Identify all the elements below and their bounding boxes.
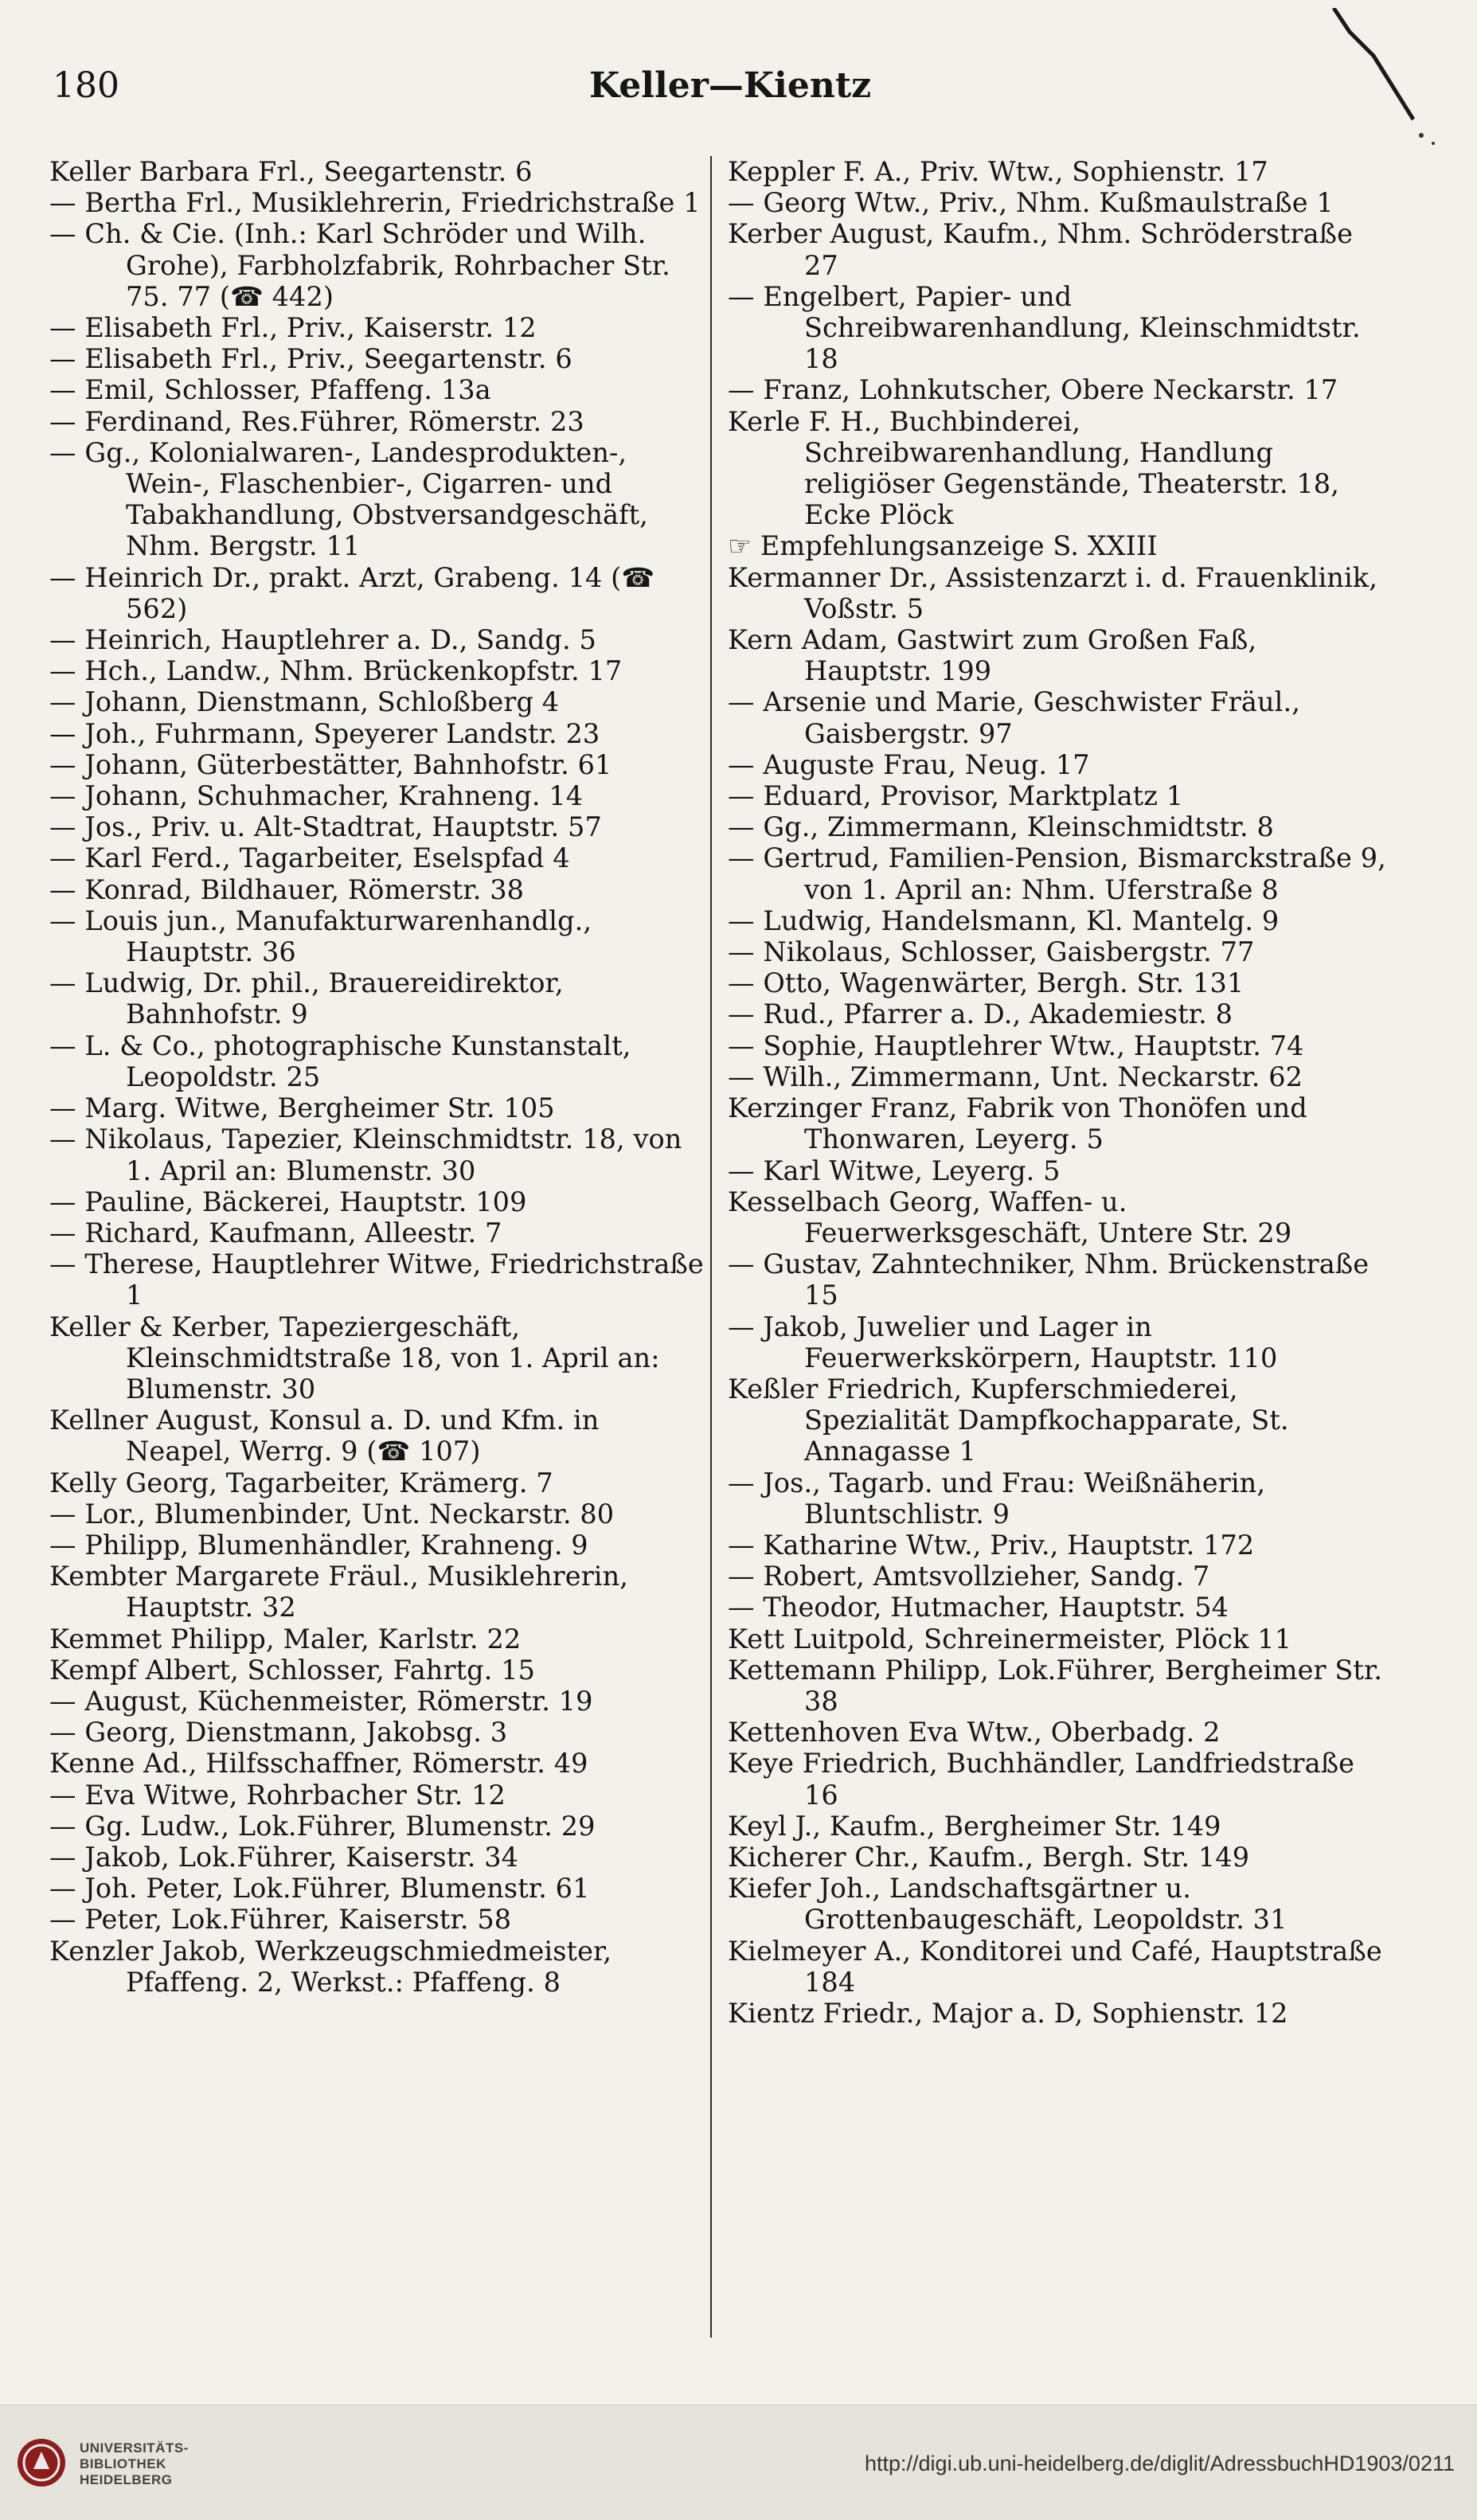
directory-entry: — Karl Ferd., Tagarbeiter, Eselspfad 4 <box>49 842 570 874</box>
directory-entry: — Theodor, Hutmacher, Hauptstr. 54 <box>728 1592 1229 1623</box>
directory-entry: Kerle F. H., Buchbinderei, Schreibwarenhandlung, Handlung religiöser Gegenstände, Theaterstr. 18, Ecke Plöck <box>728 405 1339 531</box>
directory-entry: — Georg Wtw., Priv., Nhm. Kußmaulstraße 1 <box>728 187 1334 219</box>
directory-entry: — Jakob, Juwelier und Lager in Feuerwerkskörpern, Hauptstr. 110 <box>728 1311 1278 1373</box>
directory-entry: — Katharine Wtw., Priv., Hauptstr. 172 <box>728 1529 1255 1561</box>
directory-entry: — Ludwig, Handelsmann, Kl. Mantelg. 9 <box>728 904 1280 936</box>
directory-entry: Kett Luitpold, Schreinermeister, Plöck 11 <box>728 1623 1292 1655</box>
directory-entry: — Robert, Amtsvollzieher, Sandg. 7 <box>728 1561 1210 1592</box>
directory-entry: Kiefer Joh., Landschaftsgärtner u. Grottenbaugeschäft, Leopoldstr. 31 <box>728 1873 1287 1936</box>
directory-entry: Kemmet Philipp, Maler, Karlstr. 22 <box>49 1623 522 1655</box>
directory-entry: Kermanner Dr., Assistenzarzt i. d. Frauenklinik, Voßstr. 5 <box>728 561 1377 624</box>
directory-entry: — Auguste Frau, Neug. 17 <box>728 748 1090 780</box>
library-name-line: UNIVERSITÄTS- <box>80 2440 189 2456</box>
directory-entry: — Eva Witwe, Rohrbacher Str. 12 <box>49 1779 506 1811</box>
university-seal-icon <box>16 2437 67 2488</box>
directory-entry: — Joh., Fuhrmann, Speyerer Landstr. 23 <box>49 717 600 749</box>
directory-entry: Keyl J., Kaufm., Bergheimer Str. 149 <box>728 1810 1221 1842</box>
directory-entry: — Jos., Tagarb. und Frau: Weißnäherin, Bluntschlistr. 9 <box>728 1467 1266 1530</box>
directory-entry: — Otto, Wagenwärter, Bergh. Str. 131 <box>728 967 1245 999</box>
directory-entry: Kenne Ad., Hilfsschaffner, Römerstr. 49 <box>49 1748 588 1780</box>
directory-entry: — Wilh., Zimmermann, Unt. Neckarstr. 62 <box>728 1061 1303 1092</box>
directory-entry: Kielmeyer A., Konditorei und Café, Hauptstraße 184 <box>728 1935 1382 1998</box>
directory-entry: — Eduard, Provisor, Marktplatz 1 <box>728 780 1184 812</box>
page-number: 180 <box>53 65 119 106</box>
library-name-line: HEIDELBERG <box>80 2472 173 2487</box>
directory-entry: — L. & Co., photographische Kunstanstalt, Leopoldstr. 25 <box>49 1029 631 1092</box>
directory-entry: — Johann, Dienstmann, Schloßberg 4 <box>49 686 560 718</box>
directory-entry: — Heinrich, Hauptlehrer a. D., Sandg. 5 <box>49 624 596 656</box>
directory-entry: Kicherer Chr., Kaufm., Bergh. Str. 149 <box>728 1841 1250 1873</box>
directory-entry: — Engelbert, Papier- und Schreibwarenhandlung, Kleinschmidtstr. 18 <box>728 280 1361 375</box>
directory-entry: Kientz Friedr., Major a. D, Sophienstr. 12 <box>728 1997 1288 2029</box>
directory-entry: — Jakob, Lok.Führer, Kaiserstr. 34 <box>49 1841 519 1873</box>
directory-entry: — August, Küchenmeister, Römerstr. 19 <box>49 1685 593 1717</box>
directory-entry: Keller & Kerber, Tapeziergeschäft, Kleinschmidtstraße 18, von 1. April an: Blumenstr. 30 <box>49 1311 660 1405</box>
directory-entry: — Arsenie und Marie, Geschwister Fräul., Gaisbergstr. 97 <box>728 686 1300 749</box>
directory-entry: — Gg., Kolonialwaren-, Landesprodukten-, Wein-, Flaschenbier-, Cigarren- und Tabakhandlung, Obstversandgeschäft, Nhm. Bergstr. 11 <box>49 436 648 562</box>
directory-entry: — Franz, Lohnkutscher, Obere Neckarstr. 17 <box>728 374 1338 406</box>
left-column <box>49 156 710 1998</box>
directory-entry: Kettemann Philipp, Lok.Führer, Bergheimer Str. 38 <box>728 1654 1383 1717</box>
directory-entry: — Philipp, Blumenhändler, Krahneng. 9 <box>49 1529 588 1561</box>
directory-entry: — Ferdinand, Res.Führer, Römerstr. 23 <box>49 405 584 437</box>
directory-entry: Keppler F. A., Priv. Wtw., Sophienstr. 17 <box>728 156 1268 187</box>
directory-entry: — Karl Witwe, Leyerg. 5 <box>728 1155 1061 1186</box>
directory-entry: Kern Adam, Gastwirt zum Großen Faß, Hauptstr. 199 <box>728 624 1257 687</box>
column-divider <box>710 156 712 2338</box>
directory-entry: — Bertha Frl., Musiklehrerin, Friedrichstraße 1 <box>49 187 701 219</box>
directory-entry: Kembter Margarete Fräul., Musiklehrerin, Hauptstr. 32 <box>49 1561 629 1623</box>
directory-entry: — Pauline, Bäckerei, Hauptstr. 109 <box>49 1186 527 1217</box>
directory-entry: — Georg, Dienstmann, Jakobsg. 3 <box>49 1717 508 1748</box>
directory-entry: Kellner August, Konsul a. D. und Kfm. in Neapel, Werrg. 9 (☎ 107) <box>49 1405 600 1467</box>
page-corner-mark <box>1318 8 1445 151</box>
directory-entry: Keßler Friedrich, Kupferschmiederei, Spezialität Dampfkochapparate, St. Annagasse 1 <box>728 1373 1289 1467</box>
directory-entry: Keller Barbara Frl., Seegartenstr. 6 <box>49 156 533 187</box>
directory-entry: — Gustav, Zahntechniker, Nhm. Brückenstraße 15 <box>728 1248 1370 1311</box>
directory-entry: ☞ Empfehlungsanzeige S. XXIII <box>728 530 1158 562</box>
directory-entry: — Nikolaus, Schlosser, Gaisbergstr. 77 <box>728 936 1255 968</box>
directory-entry: — Richard, Kaufmann, Alleestr. 7 <box>49 1217 502 1248</box>
directory-entry: Kenzler Jakob, Werkzeugschmiedmeister, Pfaffeng. 2, Werkst.: Pfaffeng. 8 <box>49 1935 612 1998</box>
directory-entry: — Lor., Blumenbinder, Unt. Neckarstr. 80 <box>49 1498 615 1530</box>
directory-entry: Kempf Albert, Schlosser, Fahrtg. 15 <box>49 1654 536 1686</box>
directory-entry: — Gg., Zimmermann, Kleinschmidtstr. 8 <box>728 811 1274 843</box>
directory-entry: — Konrad, Bildhauer, Römerstr. 38 <box>49 873 525 905</box>
directory-entry: — Gg. Ludw., Lok.Führer, Blumenstr. 29 <box>49 1810 596 1842</box>
directory-entry: Kerber August, Kaufm., Nhm. Schröderstraße 27 <box>728 218 1354 281</box>
directory-entry: — Joh. Peter, Lok.Führer, Blumenstr. 61 <box>49 1873 590 1905</box>
directory-entry: — Nikolaus, Tapezier, Kleinschmidtstr. 18, von 1. April an: Blumenstr. 30 <box>49 1123 682 1186</box>
directory-entry: Kettenhoven Eva Wtw., Oberbadg. 2 <box>728 1717 1221 1748</box>
directory-entry: — Jos., Priv. u. Alt-Stadtrat, Hauptstr. 57 <box>49 811 602 843</box>
right-column <box>728 156 1389 2029</box>
directory-entry: — Marg. Witwe, Bergheimer Str. 105 <box>49 1092 555 1124</box>
directory-entry: — Ch. & Cie. (Inh.: Karl Schröder und Wilh. Grohe), Farbholzfabrik, Rohrbacher Str. 75. 77 (☎ 442) <box>49 218 670 312</box>
directory-entry: — Elisabeth Frl., Priv., Seegartenstr. 6 <box>49 343 572 375</box>
directory-entry: — Hch., Landw., Nhm. Brückenkopfstr. 17 <box>49 655 623 687</box>
library-name <box>80 2440 189 2488</box>
directory-entry: — Elisabeth Frl., Priv., Kaiserstr. 12 <box>49 312 537 344</box>
directory-entry: Keye Friedrich, Buchhändler, Landfriedstraße 16 <box>728 1748 1355 1811</box>
directory-entry: — Heinrich Dr., prakt. Arzt, Grabeng. 14 (☎ 562) <box>49 561 655 624</box>
directory-entry: Kerzinger Franz, Fabrik von Thonöfen und Thonwaren, Leyerg. 5 <box>728 1092 1307 1155</box>
directory-entry: — Gertrud, Familien-Pension, Bismarckstraße 9, von 1. April an: Nhm. Uferstraße 8 <box>728 842 1386 905</box>
directory-entry: — Rud., Pfarrer a. D., Akademiestr. 8 <box>728 998 1233 1030</box>
directory-entry: — Ludwig, Dr. phil., Brauereidirektor, Bahnhofstr. 9 <box>49 967 564 1030</box>
directory-entry: — Peter, Lok.Führer, Kaiserstr. 58 <box>49 1904 512 1936</box>
directory-entry: — Sophie, Hauptlehrer Wtw., Hauptstr. 74 <box>728 1029 1304 1061</box>
running-head: Keller—Kientz <box>589 65 872 106</box>
directory-entry: — Therese, Hauptlehrer Witwe, Friedrichstraße 1 <box>49 1248 704 1311</box>
directory-entry: — Emil, Schlosser, Pfaffeng. 13a <box>49 374 491 406</box>
directory-entry: — Johann, Schuhmacher, Krahneng. 14 <box>49 780 584 812</box>
directory-entry: — Johann, Güterbestätter, Bahnhofstr. 61 <box>49 748 612 780</box>
footer-bar <box>0 2405 1477 2520</box>
directory-entry: Kelly Georg, Tagarbeiter, Krämerg. 7 <box>49 1467 553 1498</box>
source-url-link[interactable]: http://digi.ub.uni-heidelberg.de/diglit/AdressbuchHD1903/0211 <box>865 2452 1455 2475</box>
library-name-line: BIBLIOTHEK <box>80 2456 166 2471</box>
directory-entry: — Louis jun., Manufakturwarenhandlg., Hauptstr. 36 <box>49 904 592 968</box>
directory-entry: Kesselbach Georg, Waffen- u. Feuerwerksgeschäft, Untere Str. 29 <box>728 1186 1292 1248</box>
